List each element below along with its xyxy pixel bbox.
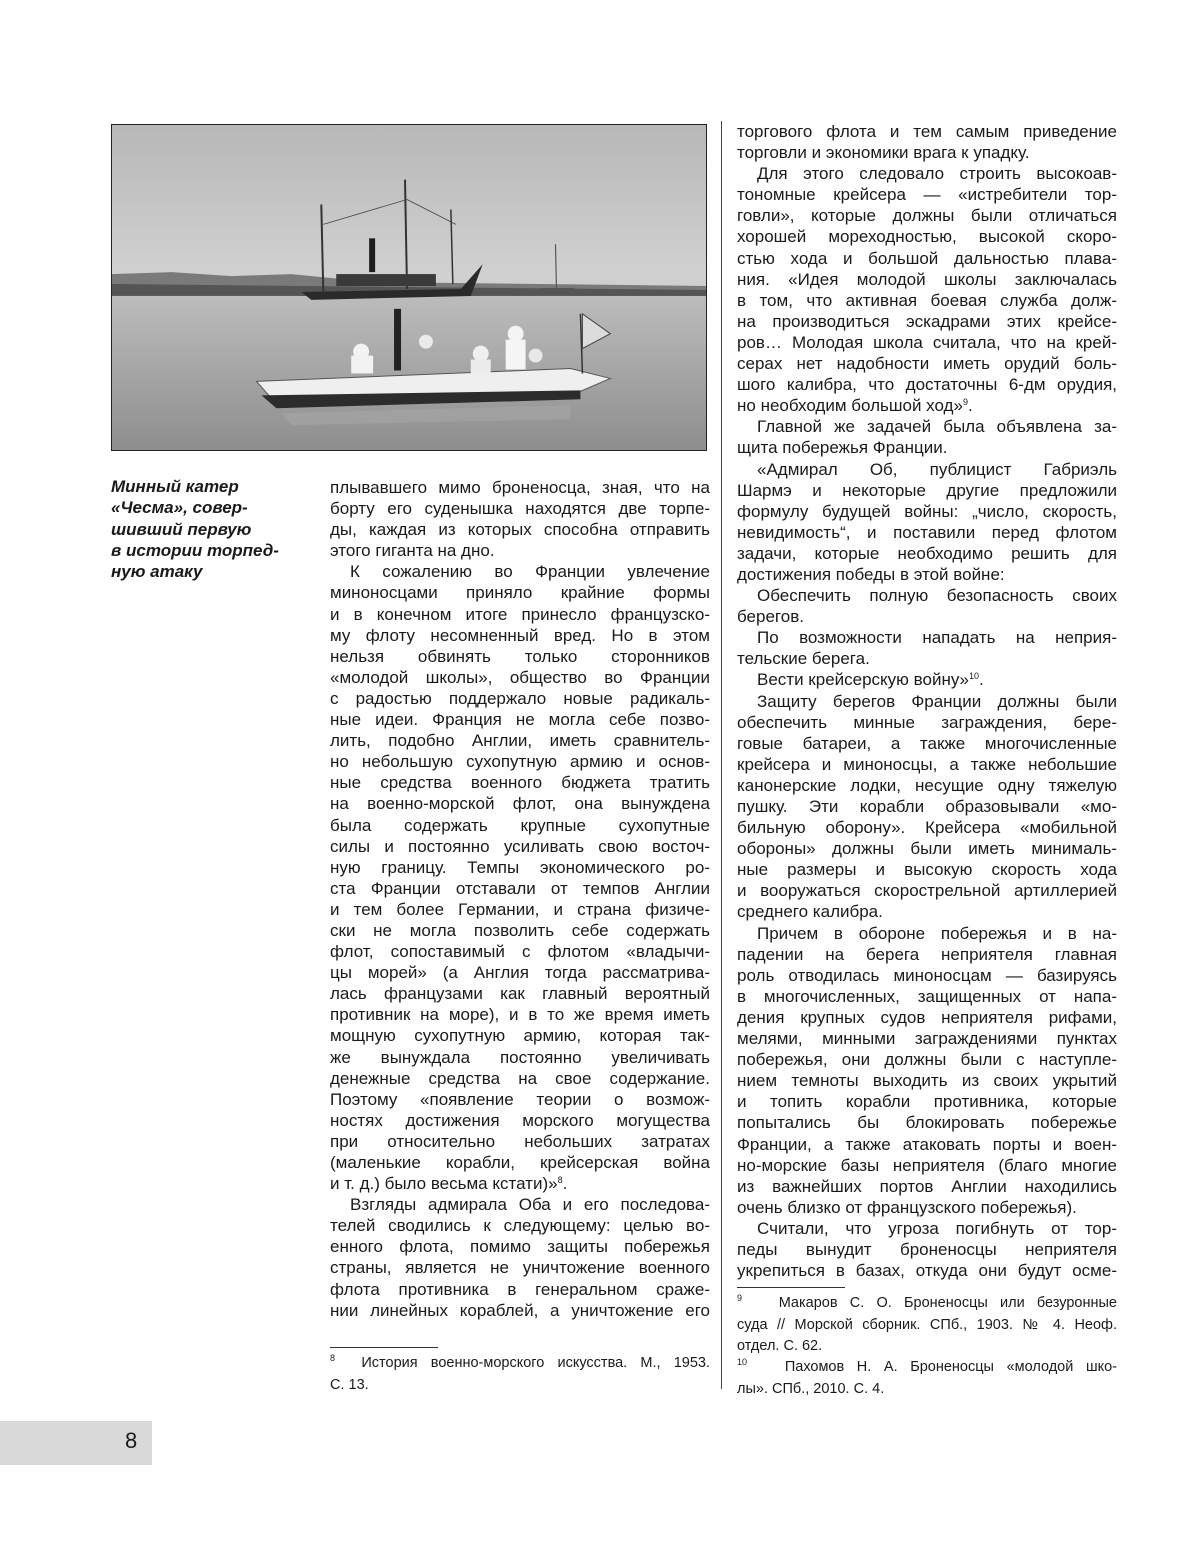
footnote-line: суда // Морской сборник. СПб., 1903. № 4. Неоф.	[737, 1316, 1117, 1333]
text-line: с радостью поддержало новые радикаль-	[330, 688, 710, 708]
text-line: ные идеи. Франция не могла себе позво-	[330, 710, 710, 730]
footnote-10	[737, 1357, 1117, 1400]
footnote-number: 10	[737, 1357, 748, 1367]
text-line: в том, что активная боевая служба долж-	[737, 290, 1117, 310]
text-line: крейсера и миноносцы, а также небольшие	[737, 754, 1117, 774]
text-line: торговли и экономики врага к упадку.	[737, 143, 1030, 163]
text-line-content: но необходим большой ход»	[737, 396, 963, 416]
footnote-line	[330, 1353, 710, 1375]
text-line: говые батареи, а также многочисленные	[737, 733, 1117, 753]
text-line: му флоту несомненный вред. Но в этом	[330, 625, 710, 645]
text-line: ста Франции отставали от темпов Англии	[330, 878, 710, 898]
text-line: на военно-морской флот, она вынуждена	[330, 794, 710, 814]
photo-torpedo-boat-icon	[112, 125, 706, 450]
footnote-rule	[330, 1347, 438, 1348]
text-line: Взгляды адмирала Оба и его последова-	[350, 1195, 710, 1215]
text-line: лить, подобно Англии, иметь сравнитель-	[330, 731, 710, 751]
text-line: ные размеры и высокую скорость хода	[737, 860, 1117, 880]
footnote-ref-10[interactable]: 10	[968, 671, 979, 682]
text-line: страны, является не уничтожение военного	[330, 1258, 710, 1278]
caption-line: Минный катер	[111, 477, 239, 496]
text-line: Шармэ и некоторые другие предложили	[737, 480, 1117, 500]
text-line: и вооружаться скорострельной артиллерией	[737, 881, 1117, 901]
text-line: К сожалению во Франции увлечение	[350, 562, 710, 582]
text-line: нельзя обвинять только сторонников	[330, 646, 710, 666]
text-line: была содержать крупные сухопутные	[330, 815, 710, 835]
text-line: флот, сопоставимый с флотом «владычи-	[330, 942, 710, 962]
footnote-line: лы». СПб., 2010. С. 4.	[737, 1380, 885, 1397]
caption-line: ную атаку	[111, 562, 203, 582]
text-line-content: и т. д.) было весьма кстати)»	[330, 1174, 558, 1194]
text-line: и топить корабли противника, которые	[737, 1092, 1117, 1112]
text-line: но небольшую сухопутную армию и основ-	[330, 752, 710, 772]
text-line: обороны» должны были иметь минималь-	[737, 839, 1117, 859]
footnote-line	[737, 1293, 1117, 1315]
text-line: телей сводились к следующему: целью во-	[330, 1216, 710, 1236]
text-line: Вести крейсерскую войну»$^{10}$.	[757, 670, 984, 690]
text-line: из важнейших портов Англии находились	[737, 1176, 1117, 1196]
text-line: попытались бы блокировать побережье	[737, 1113, 1117, 1133]
text-line: денежные средства на свое содержание.	[330, 1068, 710, 1088]
text-line: среднего калибра.	[737, 902, 883, 922]
text-line: Считали, что угроза погибнуть от тор-	[757, 1218, 1117, 1238]
text-line: на производиться эскадрами этих крейсе-	[737, 311, 1117, 331]
text-line: тельские берега.	[737, 649, 870, 669]
text-line: «Адмирал Об, публицист Габриэль	[757, 459, 1117, 479]
text-line: в многочисленных, защищенных от напа-	[737, 986, 1117, 1006]
text-line: же вынуждала постоянно увеличивать	[330, 1047, 710, 1067]
footnote-9	[737, 1293, 1117, 1358]
text-line: Поэтому «появление теории о возмож-	[330, 1089, 710, 1109]
text-line: хорошей мореходностью, высокой скоро-	[737, 227, 1117, 247]
text-line: тономные крейсера — «истребители тор-	[737, 185, 1117, 205]
text-line: Для этого следовало строить высокоав-	[757, 164, 1117, 184]
footnote-ref-9[interactable]: 9	[962, 397, 968, 408]
text-line: Обеспечить полную безопасность своих	[757, 586, 1117, 606]
footnote-ref-8[interactable]: 8	[557, 1175, 563, 1186]
text-line: мощную сухопутную армию, которая так-	[330, 1026, 710, 1046]
text-line: невидимость“, и поставили перед флотом	[737, 522, 1117, 542]
text-line: формулу будущей войны: „число, скорость,	[737, 501, 1117, 521]
text-line: плывавшего мимо броненосца, зная, что на	[330, 478, 710, 497]
text-line: побережья, они должны были с наступле-	[737, 1050, 1117, 1070]
footnote-text: Пахомов Н. А. Броненосцы «молодой шко-	[784, 1359, 1117, 1375]
text-line: борту его суденышка находятся две торпе-	[330, 499, 710, 519]
text-line: «молодой школы», общество во Франции	[330, 667, 710, 687]
text-line: говли», которые должны были отличаться	[737, 206, 1117, 226]
text-line: миноносцами приняло крайние формы	[330, 583, 710, 603]
photo-torpedo-boat	[111, 124, 707, 451]
footnote-number: 8	[330, 1353, 336, 1363]
page-number: 8	[125, 1428, 138, 1453]
text-line: ные средства военного бюджета тратить	[330, 773, 710, 793]
text-line: но необходим большой ход»$^9$.	[737, 396, 973, 416]
text-line: ров… Молодая школа считала, что на крей-	[737, 332, 1117, 352]
footnote-text: Макаров С. О. Броненосцы или безуронные	[778, 1295, 1117, 1311]
text-line: противник на море), и в то же время иметь	[330, 1005, 710, 1025]
text-line: По возможности нападать на неприя-	[757, 628, 1117, 648]
caption-line: шивший первую	[111, 519, 252, 539]
text-line: этого гиганта на дно.	[330, 541, 495, 561]
text-line: обеспечить минные заграждения, бере-	[737, 712, 1117, 732]
text-line: Причем в обороне побережья и в на-	[757, 923, 1117, 943]
text-line: роль отводилась миноносцам — базируясь	[737, 965, 1117, 985]
text-line: педы вынудит броненосцы неприятеля	[737, 1239, 1117, 1259]
column-divider	[721, 121, 722, 1389]
text-line: лась французами как главный вероятный	[330, 984, 710, 1004]
footnote-8	[330, 1353, 710, 1396]
text-line: задачи, которые необходимо решить для	[737, 543, 1117, 563]
footnote-rule	[737, 1287, 845, 1288]
text-line: (маленькие корабли, крейсерская война	[330, 1153, 710, 1172]
caption-line: «Чесма», совер-	[111, 498, 248, 518]
text-line: нием темноты выходить из своих укрытий	[737, 1071, 1117, 1091]
text-line: флота противника в генеральном сраже-	[330, 1279, 710, 1299]
text-line: очень близко от французского побережья).	[737, 1197, 1077, 1217]
text-line: дения крупных судов неприятеля рифами,	[737, 1007, 1117, 1027]
text-line: укрепиться в базах, откуда они будут осме-	[737, 1261, 1117, 1281]
text-line: енного флота, помимо защиты побережья	[330, 1237, 710, 1257]
text-line: Франции, а также атаковать порты и воен-	[737, 1134, 1117, 1154]
footnote-line: отдел. С. 62.	[737, 1338, 823, 1354]
text-line: берегов.	[737, 607, 804, 627]
text-line: ды, каждая из которых способна отправить	[330, 520, 710, 540]
footnote-number: 9	[737, 1293, 743, 1303]
text-line: нии линейных кораблей, а уничтожение его	[330, 1300, 710, 1320]
text-line: шого калибра, что достаточны 6-дм орудия,	[737, 375, 1117, 395]
middle-column	[330, 477, 710, 1321]
text-line: пушку. Эти корабли образовывали «мо-	[737, 797, 1117, 816]
text-line: ния. «Идея молодой школы заключалась	[737, 269, 1117, 289]
text-line: серах нет надобности иметь орудий боль-	[737, 354, 1117, 374]
text-line: но-морские базы неприятеля (благо многие	[737, 1155, 1117, 1175]
text-line: цы морей» (а Англия тогда рассматрива-	[330, 963, 710, 983]
text-line: силы и постоянно усиливать свою восточ-	[330, 836, 710, 856]
text-line: падении на берега неприятеля главная	[737, 944, 1117, 964]
text-line: щита побережья Франции.	[737, 438, 948, 458]
text-line-content: Вести крейсерскую войну»	[757, 670, 969, 690]
text-line: и тем более Германии, и страна физиче-	[330, 899, 710, 919]
text-line: мелями, минными заграждениями пунктах	[737, 1029, 1117, 1049]
text-line: стью хода и большой дальностью плава-	[737, 248, 1117, 268]
text-line: ски не могла позволить себе содержать	[330, 920, 710, 940]
caption-line: в истории торпед-	[111, 540, 279, 560]
text-line: достижения победы в этой войне:	[737, 564, 1005, 584]
text-line: при относительно небольших затратах	[330, 1131, 710, 1151]
text-line: ностях достижения морского могущества	[330, 1110, 710, 1130]
text-line: Защиту берегов Франции должны были	[757, 691, 1117, 711]
text-line: Главной же задачей была объявлена за-	[757, 417, 1117, 437]
footnote-line	[737, 1357, 1117, 1379]
footnote-text: История военно-морского искусства. М., 1953.	[361, 1355, 710, 1371]
text-line: и в конечном итоге принесло французско-	[330, 604, 710, 624]
footnote-line: С. 13.	[330, 1376, 369, 1393]
text-line: бильную оборону». Крейсера «мобильной	[737, 818, 1117, 838]
text-line: канонерские лодки, несущие одну тяжелую	[737, 775, 1117, 795]
text-line: и т. д.) было весьма кстати)»$^8$.	[330, 1174, 568, 1194]
text-line: торгового флота и тем самым приведение	[737, 122, 1117, 141]
figure-caption	[111, 476, 307, 582]
right-column	[737, 121, 1117, 1281]
text-line: ную границу. Темпы экономического ро-	[330, 857, 710, 877]
